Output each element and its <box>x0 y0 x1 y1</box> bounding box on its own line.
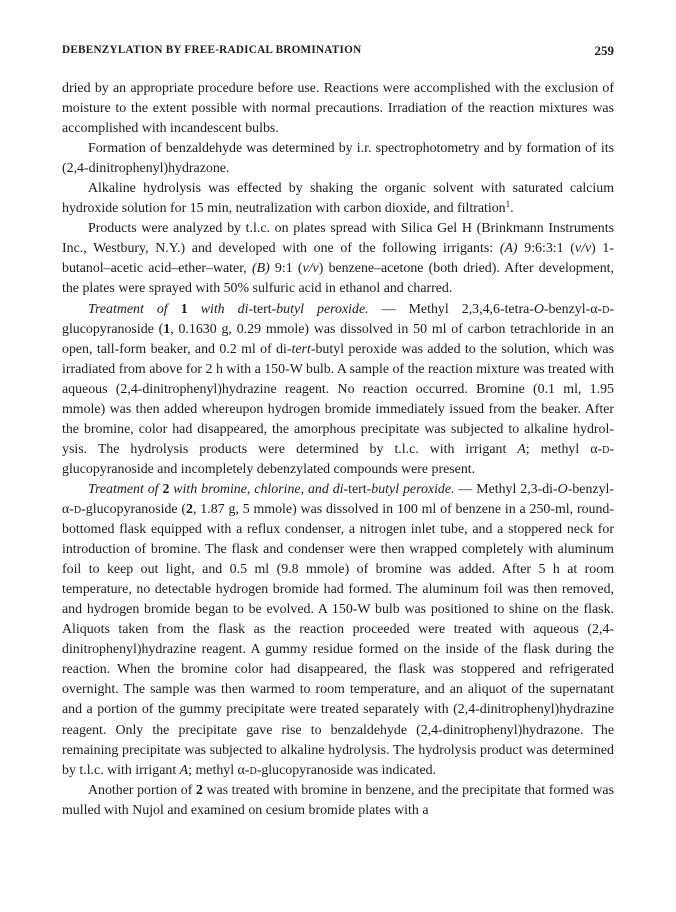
paragraph-3 <box>62 179 614 219</box>
text-run: 9:6:3:1 ( <box>517 241 575 257</box>
text-run: 2 <box>186 501 193 517</box>
text-run: , 0.1630 g, 0.29 mmole) was dissolved in 50 ml of carbon tetrachloride in an open, tall-form beaker, and 0.2 ml of di- <box>62 321 614 357</box>
text-run: -glucopyranoside ( <box>62 301 614 337</box>
text-run: d <box>73 501 82 517</box>
text-run: A <box>179 762 189 778</box>
text-run: — Methyl 2,3-di- <box>454 481 558 497</box>
text-run: was treated with bromine in benzene, and the precipitate that formed was mulled with Nujol and examined on cesium bromide plates with a <box>62 782 614 818</box>
text-run: O <box>557 481 568 497</box>
paragraph-1 <box>62 79 614 139</box>
text-run: ; methyl α- <box>188 762 250 778</box>
text-run: 9:1 ( <box>269 261 303 277</box>
text-run: d <box>602 301 610 317</box>
text-run: tert <box>253 301 272 317</box>
text-run: — Methyl 2,3,4,6-tetra- <box>368 301 534 317</box>
paragraph-2 <box>62 139 614 179</box>
paragraph-6 <box>62 480 614 781</box>
paragraph-4 <box>62 219 614 299</box>
text-run: -butyl peroxide. <box>271 301 369 317</box>
text-run: O <box>533 301 544 317</box>
text-run: 1 <box>163 321 171 337</box>
text-run: tert <box>348 481 367 497</box>
text-run: Products were analyzed by t.l.c. on plates spread with Silica Gel H (Brinkmann Instruments Inc., Westbury, N.Y.) and developed with one of the following irrigants: <box>62 221 614 257</box>
text-run: -benzyl-α- <box>62 481 614 517</box>
text-run: dried by an appropriate procedure before use. Reactions were accomplished with the exclusion of moisture to the extent possible with normal precautions. Irradiation of the reaction mixtures was accomplished with incandescent bulbs. <box>62 81 614 137</box>
text-run: -glucopyranoside was indicated. <box>256 762 437 778</box>
text-run: ) benzene–acetone (both dried). After development, the plates were sprayed with 50% sulfuric acid in ethanol and charred. <box>62 261 614 297</box>
text-run: ) 1-butanol–acetic acid–ether–water, <box>62 241 615 277</box>
text-run: 1 <box>505 199 511 210</box>
text-run: d <box>602 441 610 457</box>
paragraph-5 <box>62 300 614 480</box>
text-run: (B) <box>251 261 270 277</box>
text-run: A <box>517 441 526 457</box>
text-run: Treatment of <box>88 301 181 317</box>
text-run: 1 <box>180 301 188 317</box>
text-run: with bromine, chlorine, and di- <box>169 481 349 497</box>
text-run: 2 <box>195 782 203 798</box>
text-run: , 1.87 g, 5 mmole) was dissolved in 100 ml of benzene in a 250-ml, round-bottomed flask equipped with a reflux condenser, a nitrogen inlet tube, and a stoppered neck for introduction of bromine. The flask and condenser were then wrapped completely with aluminum foil to keep out light, and 0.5 ml (9.8 mmole) of bromine was added. After 5 h at room temperature, no detectable hydrogen bromide had formed. The aluminum foil was then removed, and hydrogen bromide began to be evolved. A 150-W bulb was positioned to shine on the flask. Aliquots taken from the flask as the reaction proceeded were treated with aqueous (2,4-dinitrophenyl)hydrazine reagent. A gummy residue formed on the inside of the flask during the reaction. When the bromine color had disappeared, the flask was stoppered and refrigerated overnight. The sample was then warmed to room temperature, and an aliquot of the supernatant and a portion of the gummy precipitate were treated separately with (2,4-dinitrophenyl)hydrazine reagent. Only the precipitate gave rise to benzaldehyde (2,4-dinitrophenyl)hydrazone. The remaining precipitate was subjected to alkaline hydrolysis. The hydrolysis product was determined by t.l.c. with irrigant <box>62 501 614 778</box>
text-run: . <box>510 201 514 217</box>
text-run: d <box>249 762 257 778</box>
text-run: v/v <box>574 241 592 257</box>
text-run: tert <box>291 341 311 357</box>
text-run: -butyl peroxide was added to the solution, which was irradiated from above for 2 h with a 150-W bulb. A sample of the reaction mixture was treated with aqueous (2,4-dinitrophenyl)hydrazine reagent. No reaction occurred. Bromine (0.1 ml, 1.95 mmole) was then added whereupon hydrogen bromide immediately issued from the beaker. After the bromine, color had disappeared, the amorphous precipitate was subjected to alkaline hydrolysis. The hydrolysis products were determined by t.l.c. with irrigant <box>62 341 614 457</box>
text-run: Another portion of <box>88 782 196 798</box>
text-run: Treatment of <box>88 481 163 497</box>
running-head <box>62 44 614 62</box>
text-run: Alkaline hydrolysis was effected by shaking the organic solvent with saturated calcium hydroxide solution for 15 min, neutralization with carbon dioxide, and filtration <box>62 181 614 217</box>
page-number: 259 <box>594 43 614 58</box>
text-run: -glucopyranoside ( <box>81 501 187 517</box>
text-run: -glucopyranoside and incompletely debenzylated compounds were present. <box>62 441 614 477</box>
body-text <box>62 79 614 821</box>
text-run: v/v <box>302 261 319 277</box>
text-run: Formation of benzaldehyde was determined by i.r. spectrophotometry and by formation of its (2,4-dinitrophenyl)hydrazone. <box>62 141 614 177</box>
text-run: 2 <box>162 481 170 497</box>
text-run: -benzyl-α- <box>543 301 603 317</box>
text-run: (A) <box>499 241 518 257</box>
text-run: ; methyl α- <box>525 441 603 457</box>
text-run: -butyl peroxide. <box>366 481 455 497</box>
text-run: with di- <box>187 301 254 317</box>
running-title: DEBENZYLATION BY FREE-RADICAL BROMINATION <box>62 44 362 56</box>
paragraph-7 <box>62 781 614 821</box>
